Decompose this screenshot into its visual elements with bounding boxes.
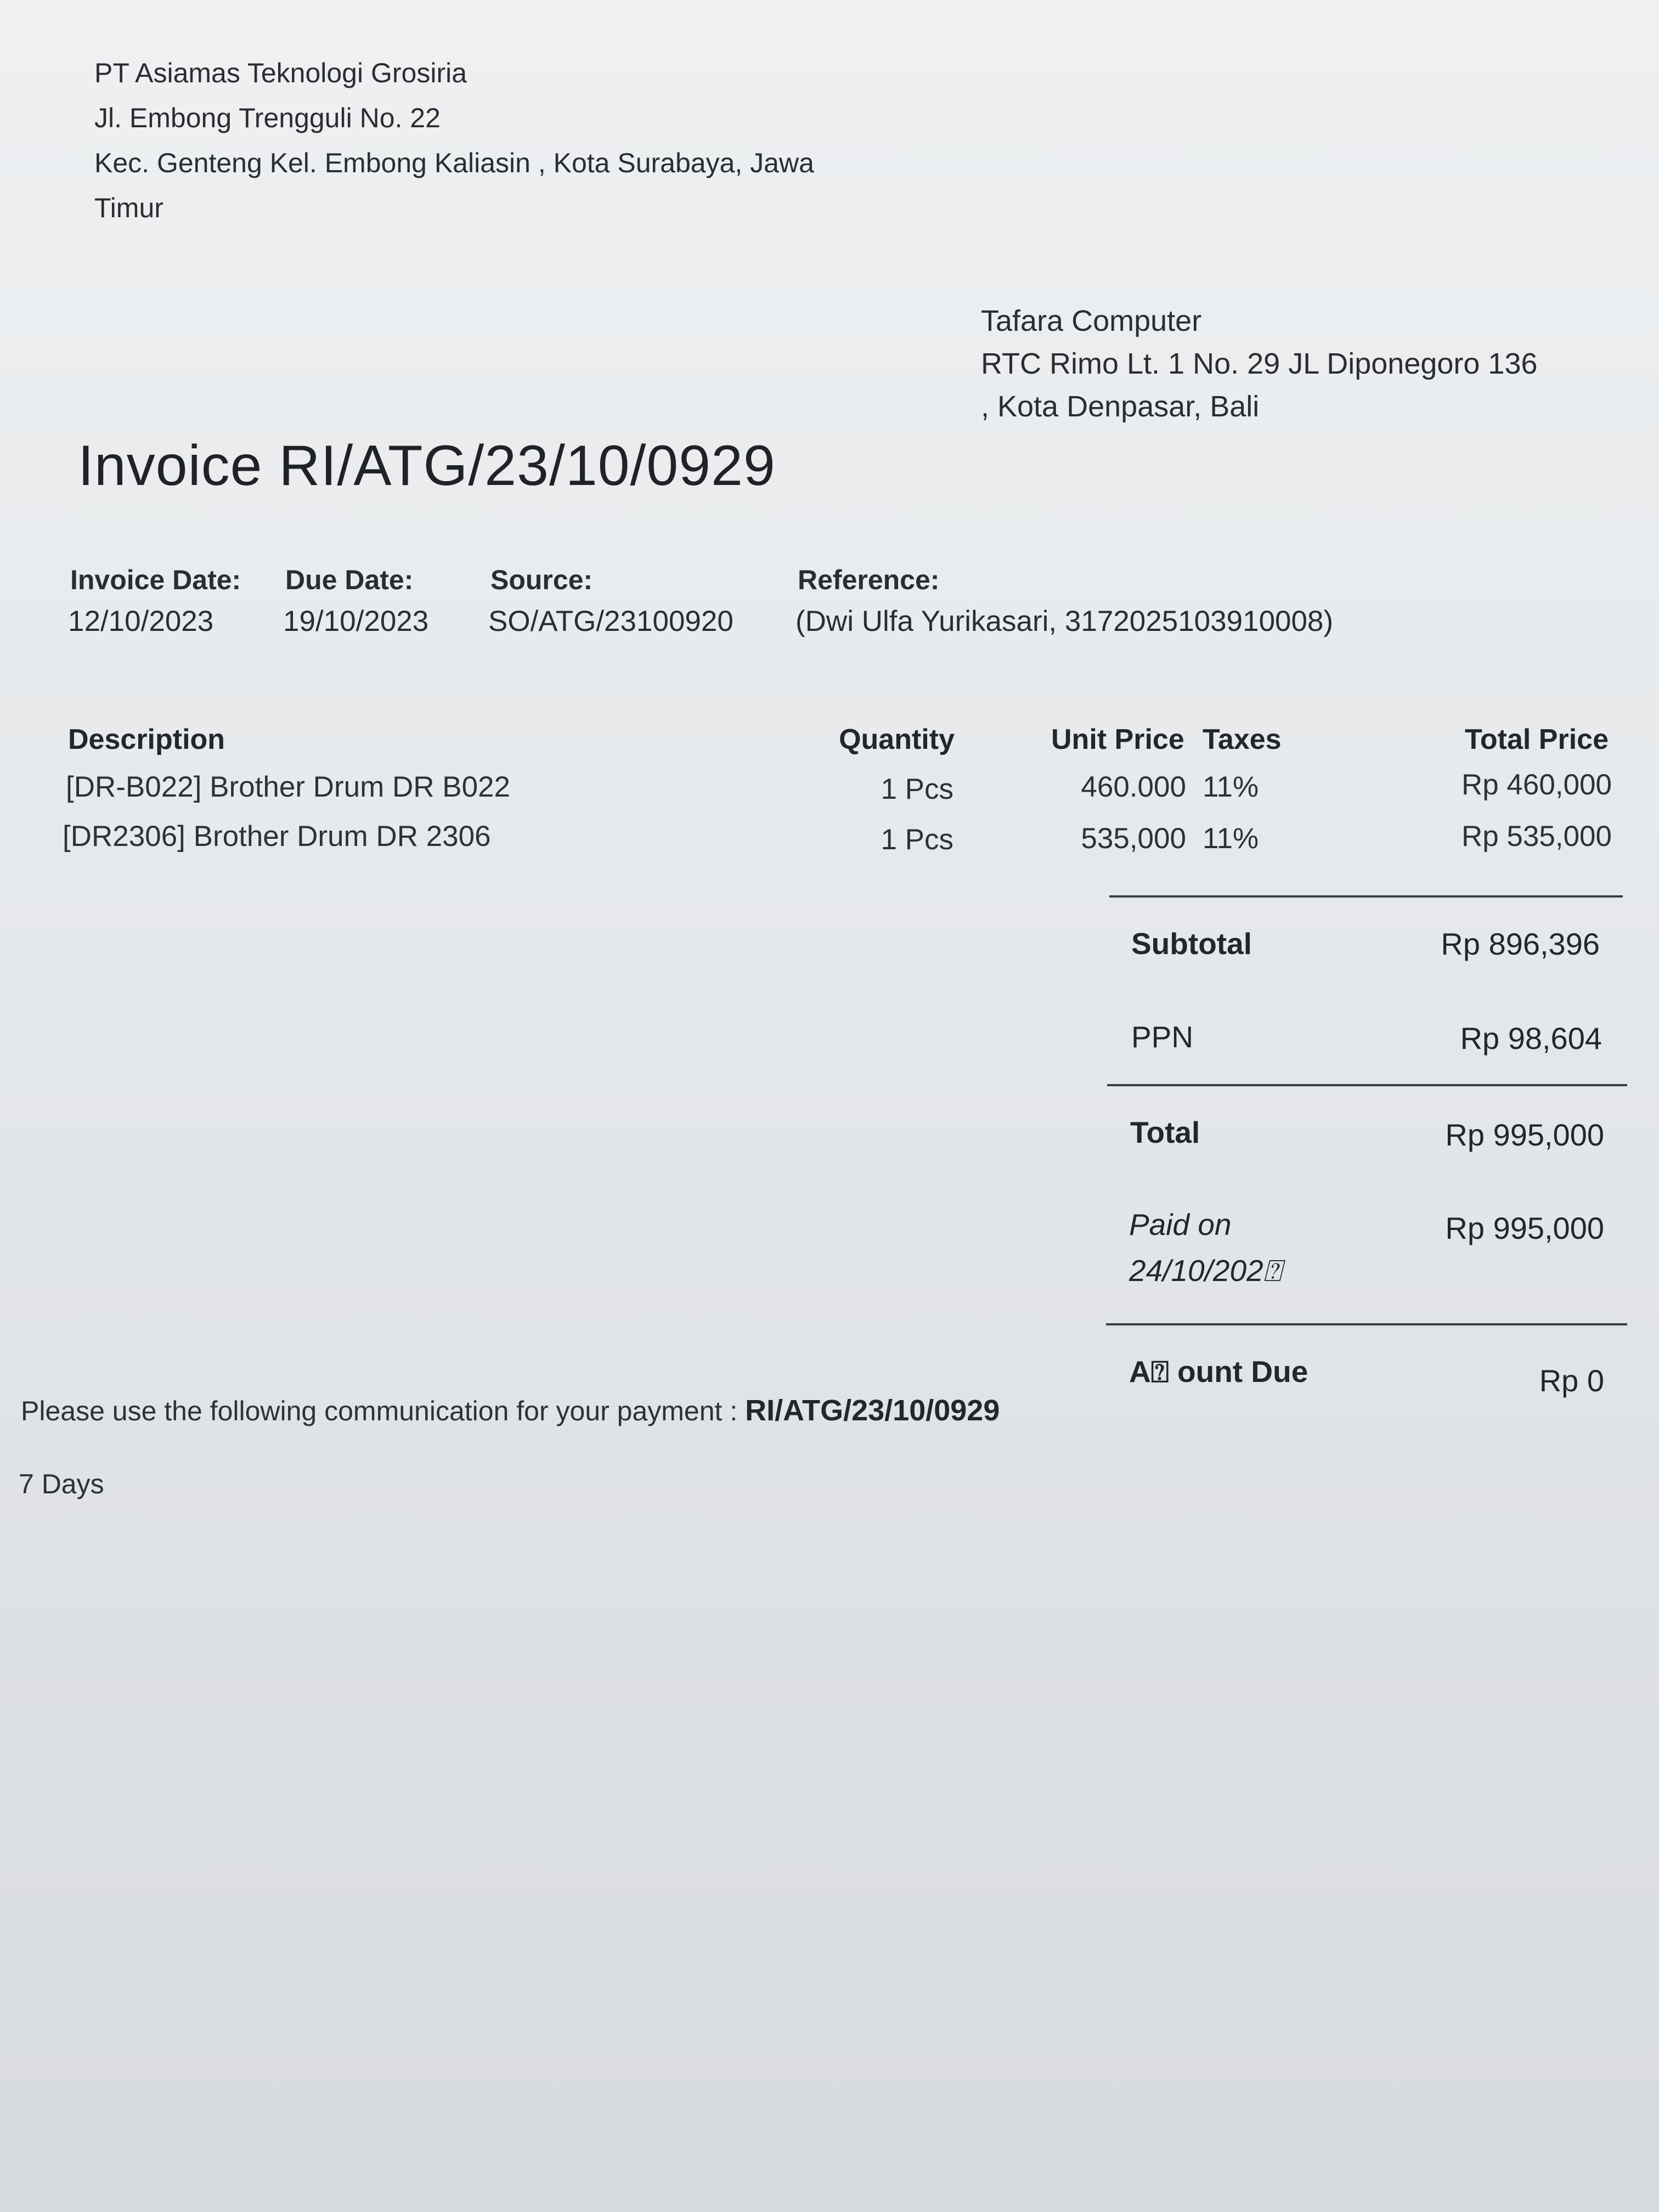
summary-divider	[1109, 895, 1623, 898]
sender-address	[94, 50, 814, 230]
summary-divider	[1107, 1084, 1627, 1086]
line-item-unit-price: 535,000	[1081, 822, 1186, 855]
invoice-title: Invoice RI/ATG/23/10/0929	[78, 434, 776, 498]
summary-divider	[1106, 1323, 1627, 1325]
amount-due-value: Rp 0	[1539, 1363, 1604, 1398]
due-date-value: 19/10/2023	[283, 605, 429, 637]
invoice-date-value: 12/10/2023	[68, 605, 214, 637]
source-label: Source:	[490, 565, 593, 595]
reference-value: (Dwi Ulfa Yurikasari, 3172025103910008)	[795, 605, 1334, 637]
line-item-unit-price: 460.000	[1081, 771, 1186, 803]
line-item-description: [DR2306] Brother Drum DR 2306	[63, 820, 491, 853]
sender-province: Timur	[94, 193, 163, 223]
sender-company-name: PT Asiamas Teknologi Grosiria	[94, 58, 467, 88]
column-header-description: Description	[68, 724, 225, 755]
customer-street: RTC Rimo Lt. 1 No. 29 JL Diponegoro 136	[981, 347, 1538, 380]
total-label: Total	[1130, 1115, 1200, 1149]
payment-communication	[21, 1393, 1000, 1427]
column-header-total-price: Total Price	[1464, 724, 1609, 755]
column-header-quantity: Quantity	[839, 724, 955, 755]
paid-on-label: Paid on 24/10/202⍰	[1129, 1207, 1282, 1288]
subtotal-value: Rp 896,396	[1441, 927, 1600, 961]
column-header-unit-price: Unit Price	[1051, 724, 1184, 755]
payment-terms: 7 Days	[19, 1469, 104, 1499]
column-header-taxes: Taxes	[1203, 724, 1282, 755]
payment-communication-text: Please use the following communication for your payment :	[21, 1396, 746, 1426]
due-date-label: Due Date:	[285, 565, 414, 595]
source-value: SO/ATG/23100920	[488, 605, 733, 637]
line-item-description: [DR-B022] Brother Drum DR B022	[66, 771, 511, 803]
customer-name: Tafara Computer	[981, 304, 1202, 337]
tax-label: PPN	[1131, 1020, 1194, 1054]
paid-value: Rp 995,000	[1445, 1211, 1604, 1245]
line-item-taxes: 11%	[1203, 771, 1259, 803]
customer-address	[981, 300, 1538, 428]
line-item-quantity: 1 Pcs	[881, 773, 953, 805]
subtotal-label: Subtotal	[1131, 927, 1252, 961]
amount-due-label: A⍰ ount Due	[1129, 1355, 1308, 1389]
line-item-quantity: 1 Pcs	[881, 823, 953, 856]
payment-reference: RI/ATG/23/10/0929	[745, 1394, 1000, 1427]
total-value: Rp 995,000	[1445, 1118, 1604, 1152]
invoice-date-label: Invoice Date:	[70, 565, 241, 595]
reference-label: Reference:	[798, 565, 940, 595]
sender-street: Jl. Embong Trengguli No. 22	[94, 103, 441, 133]
tax-value: Rp 98,604	[1460, 1021, 1602, 1056]
line-item-total-price: Rp 535,000	[1461, 820, 1612, 853]
customer-city: , Kota Denpasar, Bali	[981, 390, 1260, 423]
line-item-taxes: 11%	[1203, 822, 1259, 855]
line-item-total-price: Rp 460,000	[1461, 769, 1612, 801]
sender-district: Kec. Genteng Kel. Embong Kaliasin , Kota Surabaya, Jawa	[94, 148, 814, 178]
